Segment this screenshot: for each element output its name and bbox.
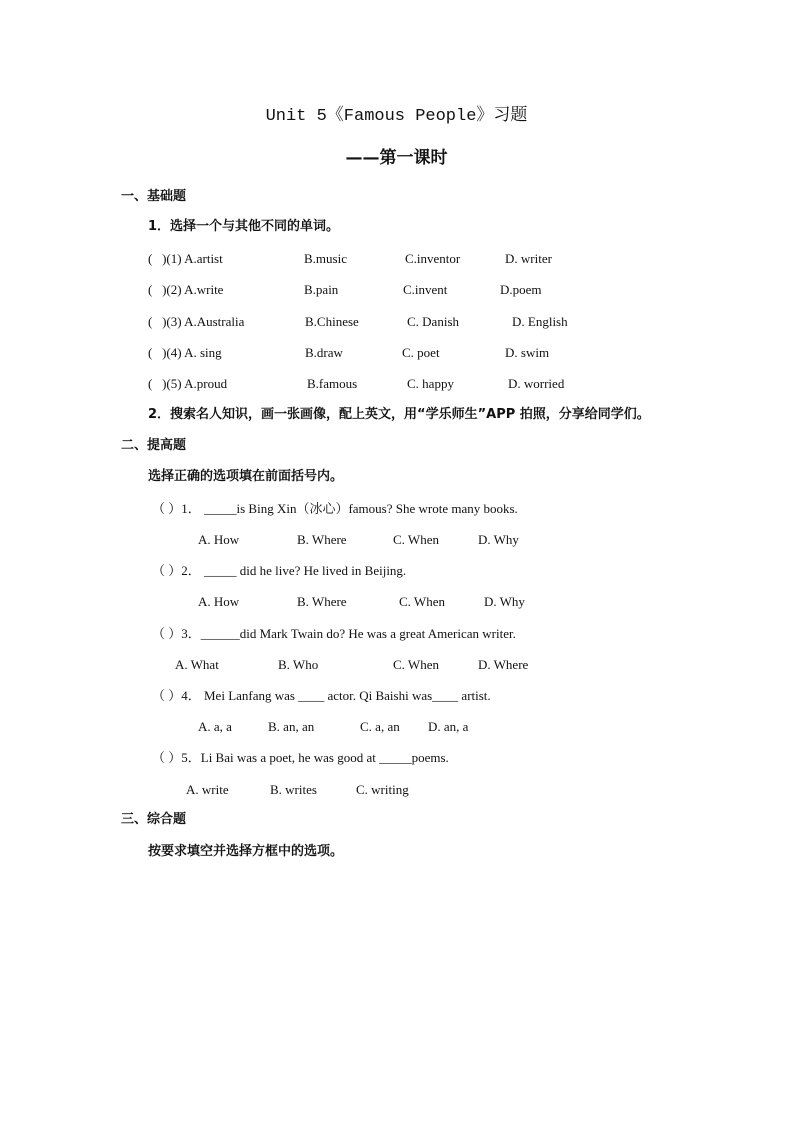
choice-item-5-b: B.famous: [307, 376, 358, 391]
question-4-option-c: C. a, an: [360, 719, 400, 734]
choice-item-3-prefix: ( )(3) A.Australia: [148, 314, 245, 329]
question-1: （ ）1． _____is Bing Xin（冰心）famous? She wrote many books.: [152, 501, 518, 516]
question-4-option-d: D. an, a: [428, 719, 469, 734]
choice-item-1-c: C.inventor: [405, 251, 461, 266]
choice-item-1-b: B.music: [304, 251, 347, 266]
choice-item-3-d: D. English: [512, 314, 568, 329]
choice-item-2-d: D.poem: [500, 282, 542, 297]
question-2-option-b: B. Where: [297, 594, 347, 609]
choice-item-5-prefix: ( )(5) A.proud: [148, 376, 228, 391]
question-1-option-b: B. Where: [297, 532, 347, 547]
choice-item-1-d: D. writer: [505, 251, 552, 266]
choice-item-3-b: B.Chinese: [305, 314, 359, 329]
question-2-option-d: D. Why: [484, 594, 525, 609]
question-5-option-a: A. write: [186, 782, 229, 797]
section2-heading: 二、提高题: [121, 438, 187, 453]
choice-item-4-d: D. swim: [505, 345, 550, 360]
question-2: （ ）2． _____ did he live? He lived in Beijing.: [152, 563, 407, 578]
section3-instruction: 按要求填空并选择方框中的选项。: [148, 844, 344, 859]
choice-item-4-c: C. poet: [402, 345, 440, 360]
question-2-option-c: C. When: [399, 594, 445, 609]
question-5: （ ）5．Li Bai was a poet, he was good at _____poems.: [152, 750, 449, 765]
question-4: （ ）4． Mei Lanfang was ____ actor. Qi Baishi was____ artist.: [152, 688, 491, 703]
question-2-option-a: A. How: [198, 594, 240, 609]
section1-task1: 1．选择一个与其他不同的单词。: [148, 219, 340, 234]
question-4-option-b: B. an, an: [268, 719, 315, 734]
section2-instruction: 选择正确的选项填在前面括号内。: [148, 469, 344, 484]
question-3-option-d: D. Where: [478, 657, 529, 672]
page-subtitle: ——第一课时: [345, 148, 448, 168]
choice-item-2-prefix: ( )(2) A.write: [148, 282, 224, 297]
choice-item-4-b: B.draw: [305, 345, 343, 360]
section1-heading: 一、基础题: [121, 189, 187, 204]
question-3-option-c: C. When: [393, 657, 439, 672]
choice-item-5-c: C. happy: [407, 376, 454, 391]
question-4-option-a: A. a, a: [198, 719, 232, 734]
question-3-option-b: B. Who: [278, 657, 319, 672]
question-1-option-c: C. When: [393, 532, 439, 547]
choice-item-5-d: D. worried: [508, 376, 565, 391]
question-5-option-b: B. writes: [270, 782, 317, 797]
page-title: Unit 5《Famous People》习题: [265, 107, 528, 126]
choice-item-3-c: C. Danish: [407, 314, 459, 329]
section3-heading: 三、综合题: [121, 812, 187, 827]
choice-item-2-c: C.invent: [403, 282, 448, 297]
question-3: （ ）3．______did Mark Twain do? He was a great American writer.: [152, 626, 516, 641]
question-1-option-a: A. How: [198, 532, 240, 547]
choice-item-1-prefix: ( )(1) A.artist: [148, 251, 223, 266]
choice-item-2-b: B.pain: [304, 282, 339, 297]
question-1-option-d: D. Why: [478, 532, 519, 547]
question-5-option-c: C. writing: [356, 782, 409, 797]
question-3-option-a: A. What: [175, 657, 219, 672]
section1-task2: 2．搜索名人知识，画一张画像，配上英文，用“学乐师生”APP 拍照，分享给同学们。: [148, 407, 650, 422]
choice-item-4-prefix: ( )(4) A. sing: [148, 345, 222, 360]
